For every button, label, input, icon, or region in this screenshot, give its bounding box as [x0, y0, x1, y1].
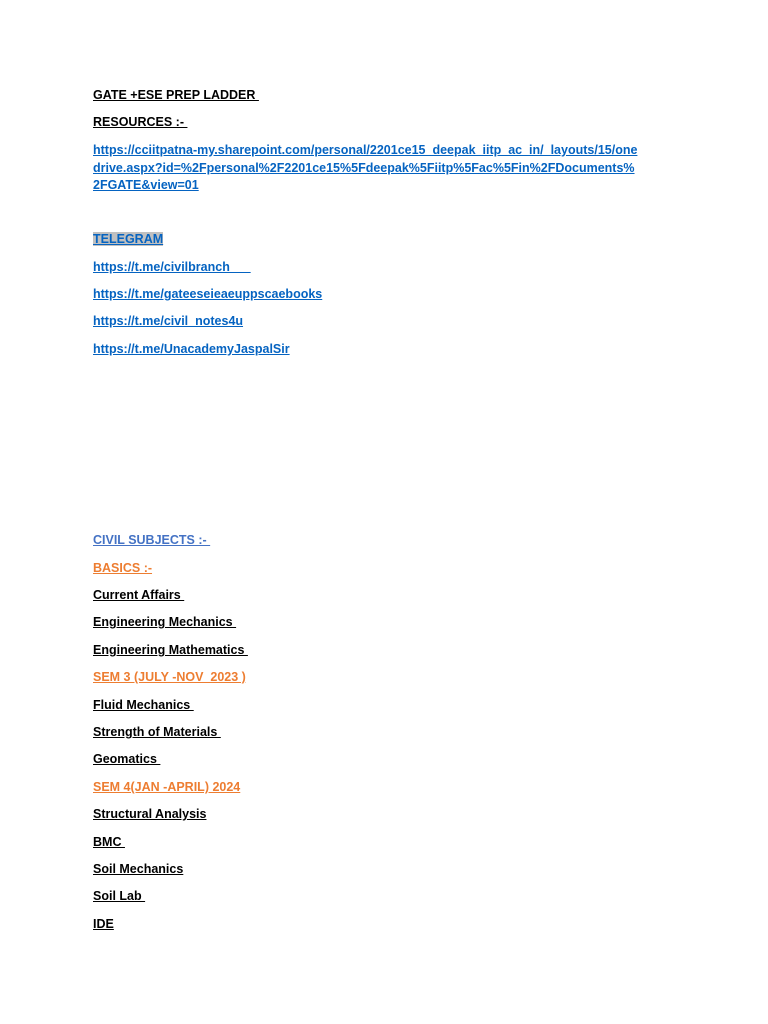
- resources-heading: RESOURCES :-: [93, 115, 188, 129]
- resources-link[interactable]: https://cciitpatna-my.sharepoint.com/personal/2201ce15_deepak_iitp_ac_in/_layouts/15/onedrive.aspx?id=%2Fpersonal%2F2201ce15%5Fdeepak%5Fiitp%5Fac%5Fin%2FDocuments%2FGATE&view=01: [93, 143, 638, 192]
- telegram-link[interactable]: https://t.me/gateeseieaeuppscaebooks: [93, 287, 323, 301]
- telegram-heading: [93, 231, 163, 249]
- sem3-heading: SEM 3 (JULY -NOV 2023 ): [93, 670, 246, 684]
- basics-heading: BASICS :-: [93, 561, 153, 575]
- sem4-heading: SEM 4(JAN -APRIL) 2024: [93, 780, 241, 794]
- subject-item[interactable]: Soil Lab: [93, 889, 146, 903]
- telegram-link[interactable]: https://t.me/civil_notes4u: [93, 314, 244, 328]
- telegram-heading-text: TELEGRAM: [93, 232, 164, 246]
- subject-item[interactable]: Structural Analysis: [93, 807, 207, 821]
- subject-item[interactable]: Engineering Mathematics: [93, 643, 248, 657]
- subject-item[interactable]: Strength of Materials: [93, 725, 221, 739]
- subject-item[interactable]: Geomatics: [93, 752, 161, 766]
- subject-item[interactable]: IDE: [93, 917, 114, 931]
- document-title: GATE +ESE PREP LADDER: [93, 88, 259, 102]
- telegram-link[interactable]: https://t.me/civilbranch: [93, 260, 251, 274]
- subject-item[interactable]: Engineering Mechanics: [93, 615, 237, 629]
- civil-subjects-heading: CIVIL SUBJECTS :-: [93, 533, 211, 547]
- subject-item[interactable]: Fluid Mechanics: [93, 698, 194, 712]
- subject-item[interactable]: Current Affairs: [93, 588, 185, 602]
- subject-item[interactable]: Soil Mechanics: [93, 862, 184, 876]
- subject-item[interactable]: BMC: [93, 835, 125, 849]
- telegram-link[interactable]: https://t.me/UnacademyJaspalSir: [93, 342, 290, 356]
